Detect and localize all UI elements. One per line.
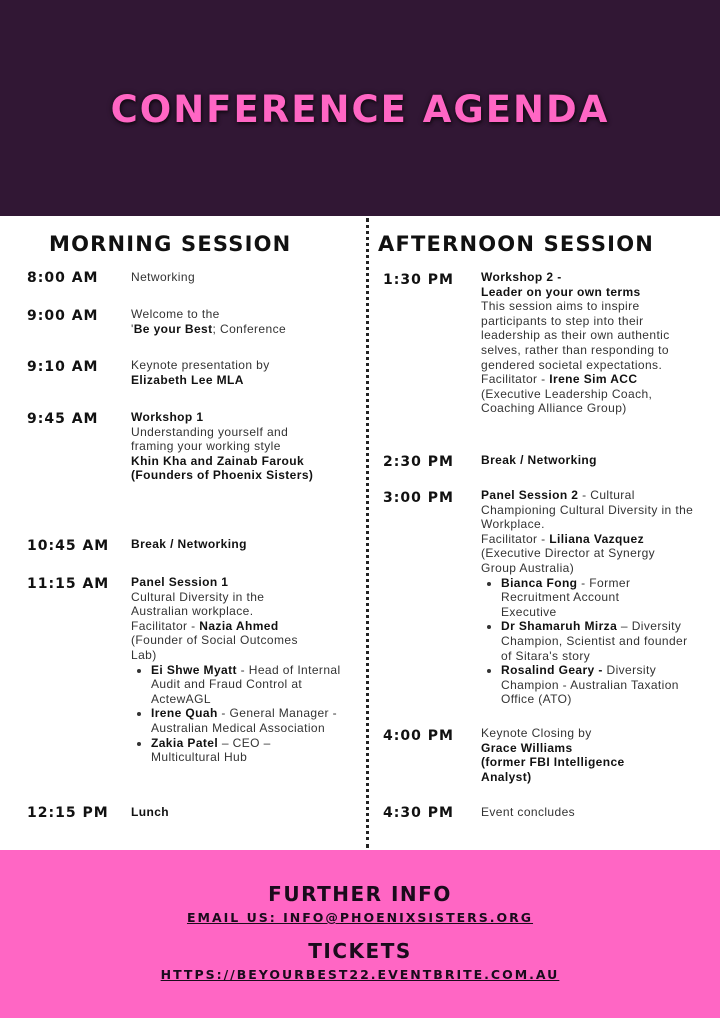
panelist-name: Dr Shamaruh Mirza — [501, 619, 618, 634]
session-title: Workshop 2 - — [481, 270, 562, 284]
panel-member — [501, 619, 699, 663]
entry-text: Keynote Closing by — [481, 726, 592, 740]
panelist-role: - General Manager - Australian Medical Association — [151, 706, 338, 735]
panelist-name: Irene Quah — [151, 706, 218, 721]
morning-time-3: 9:10 AM — [27, 359, 99, 375]
morning-time-5: 10:45 AM — [27, 538, 110, 554]
afternoon-entry-3 — [481, 488, 699, 707]
email-link[interactable]: EMAIL US: INFO@PHOENIXSISTERS.ORG — [186, 910, 534, 925]
panel-member — [151, 736, 291, 765]
session-title: Break / Networking — [131, 537, 247, 551]
morning-entry-3 — [131, 358, 270, 387]
facilitator-name: Nazia Ahmed — [199, 618, 279, 633]
session-title: Leader on your own terms — [481, 284, 641, 299]
panelist-role: – CEO – Multicultural Hub — [151, 735, 271, 765]
speaker-name: Elizabeth Lee MLA — [131, 372, 244, 387]
morning-time-2: 9:00 AM — [27, 308, 99, 324]
facilitator-name: Liliana Vazquez — [549, 531, 644, 546]
column-divider — [366, 218, 369, 848]
morning-time-4: 9:45 AM — [27, 411, 99, 427]
afternoon-entry-1 — [481, 270, 699, 416]
entry-text: Networking — [131, 270, 196, 284]
morning-entry-5 — [131, 537, 247, 552]
facilitator-org: (Executive Director at Synergy Group Australia) — [481, 546, 656, 575]
afternoon-time-4: 4:00 PM — [383, 728, 454, 744]
entry-text: Facilitator - — [481, 372, 550, 387]
panel-list — [131, 663, 343, 765]
facilitator-name: Irene Sim ACC — [549, 372, 638, 387]
morning-entry-4 — [131, 410, 313, 483]
session-description: This session aims to inspire participants to step into their leadership as their own authentic selves, rather than responding to gendered societal expectations. — [481, 299, 670, 372]
morning-entry-1 — [131, 270, 195, 285]
entry-text: ' — [131, 321, 134, 336]
panel-member — [501, 663, 699, 707]
entry-text: Event concludes — [481, 805, 576, 819]
panel-list — [481, 576, 699, 707]
facilitator-org: (Executive Leadership Coach, Coaching Alliance Group) — [481, 386, 653, 416]
afternoon-time-1: 1:30 PM — [383, 272, 454, 288]
afternoon-time-3: 3:00 PM — [383, 490, 454, 506]
tickets-heading: TICKETS — [308, 939, 412, 963]
session-description: - Cultural Championing Cultural Diversity in the Workplace. — [481, 488, 694, 532]
speaker-org: (Founders of Phoenix Sisters) — [131, 468, 314, 483]
panelist-name: Ei Shwe Myatt — [151, 662, 237, 677]
morning-heading: MORNING SESSION — [49, 232, 292, 256]
page-title: CONFERENCE AGENDA — [110, 88, 610, 131]
panelist-role: - Head of Internal Audit and Fraud Control at ActewAGL — [151, 662, 341, 706]
entry-text: Keynote presentation by — [131, 358, 270, 372]
footer-banner — [0, 850, 720, 1018]
morning-entry-7 — [131, 805, 169, 820]
panel-member — [151, 663, 343, 707]
morning-time-7: 12:15 PM — [27, 805, 109, 821]
entry-text: Understanding yourself and — [131, 424, 289, 439]
entry-text: ; Conference — [212, 321, 287, 336]
header-banner — [0, 0, 720, 216]
entry-text: Facilitator - — [131, 618, 200, 633]
morning-entry-2 — [131, 307, 286, 336]
afternoon-heading: AFTERNOON SESSION — [378, 232, 655, 256]
entry-text: Welcome to the — [131, 307, 220, 321]
panelist-role: - Former Recruitment Account Executive — [501, 575, 631, 619]
morning-time-1: 8:00 AM — [27, 270, 99, 286]
afternoon-entry-5 — [481, 805, 575, 820]
entry-text: Cultural Diversity in the — [131, 589, 265, 604]
entry-text: framing your working style — [131, 439, 281, 454]
speaker-name: Khin Kha and Zainab Farouk — [131, 453, 305, 468]
afternoon-entry-2 — [481, 453, 597, 468]
session-title: Lunch — [131, 805, 169, 819]
panelist-name: Zakia Patel — [151, 735, 219, 750]
panel-member — [151, 706, 343, 735]
panelist-role: Diversity Champion - Australian Taxation Office (ATO) — [501, 663, 679, 707]
morning-time-6: 11:15 AM — [27, 576, 110, 592]
entry-text: Australian workplace. — [131, 604, 254, 619]
panelist-name: Rosalind Geary - — [501, 663, 603, 678]
morning-entry-6 — [131, 575, 343, 765]
entry-bold: Be your Best — [133, 321, 213, 336]
session-title: Break / Networking — [481, 453, 597, 467]
afternoon-entry-4 — [481, 726, 661, 784]
further-info-heading: FURTHER INFO — [268, 882, 452, 906]
session-title: Panel Session 1 — [131, 575, 229, 589]
speaker-org: (former FBI Intelligence Analyst) — [481, 755, 625, 784]
panelist-name: Bianca Fong — [501, 575, 578, 590]
session-title: Workshop 1 — [131, 410, 204, 424]
tickets-link[interactable]: HTTPS://BEYOURBEST22.EVENTBRITE.COM.AU — [160, 967, 560, 982]
session-title: Panel Session 2 — [481, 488, 579, 502]
speaker-name: Grace Williams — [481, 740, 573, 755]
entry-text: Facilitator - — [481, 531, 550, 546]
facilitator-org: (Founder of Social Outcomes Lab) — [131, 633, 298, 662]
afternoon-time-2: 2:30 PM — [383, 454, 454, 470]
panelist-role: – Diversity Champion, Scientist and founder of Sitara's story — [501, 619, 688, 663]
afternoon-time-5: 4:30 PM — [383, 805, 454, 821]
panel-member — [501, 576, 661, 620]
